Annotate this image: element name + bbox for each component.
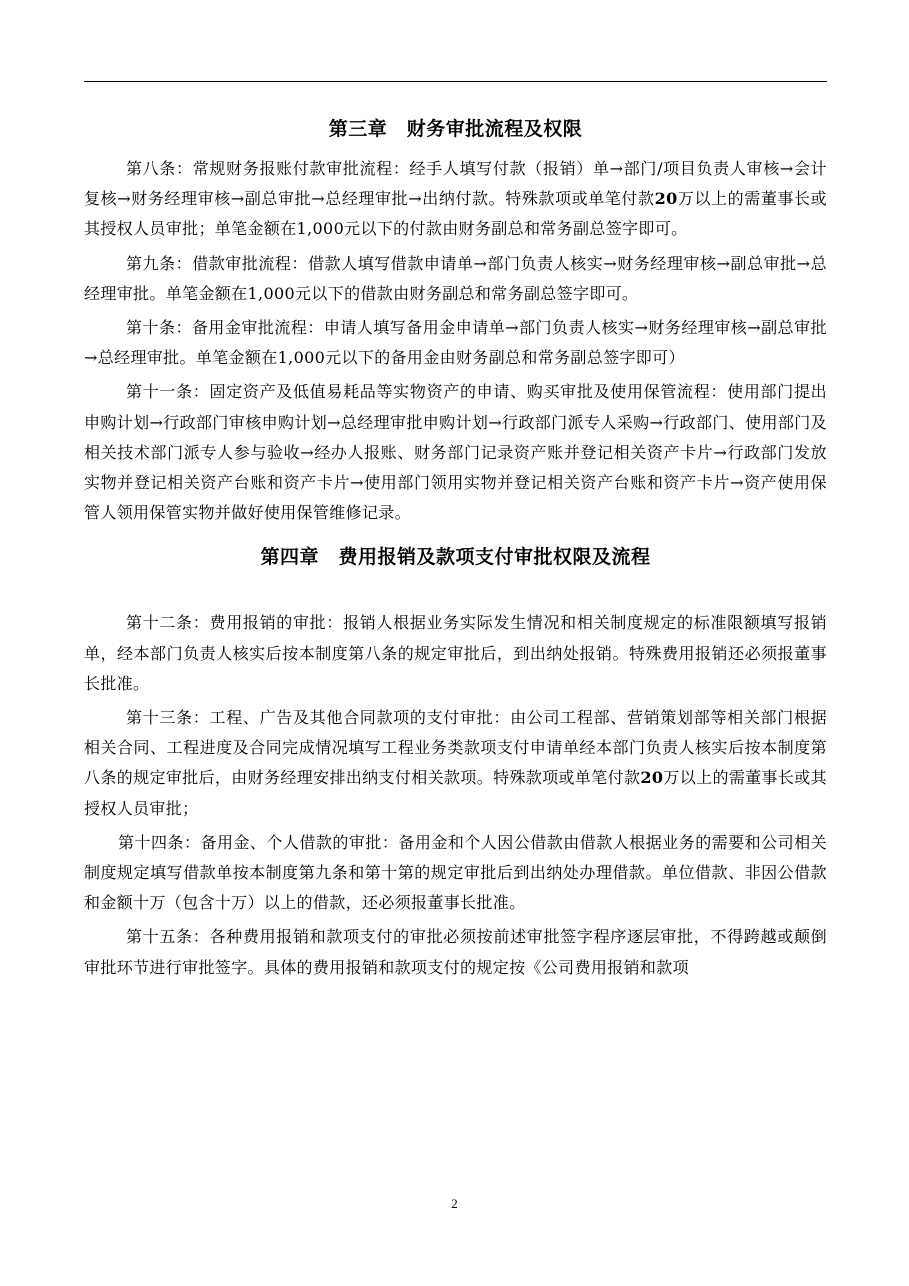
page-content — [84, 104, 827, 987]
article-8: 第八条：常规财务报账付款审批流程：经手人填写付款（报销）单→部门/项目负责人审核→会计复核→财务经理审核→副总审批→总经理审批→出纳付款。特殊款项或单笔付款20万以上的需董事长或其授权人员审批；单笔金额在1,000元以下的付款由财务副总和常务副总签字即可。 — [84, 159, 827, 239]
chapter-4-title: 第四章 费用报销及款项支付审批权限及流程 — [260, 546, 651, 569]
article-13: 第十三条：工程、广告及其他合同款项的支付审批：由公司工程部、营销策划部等相关部门根据相关合同、工程进度及合同完成情况填写工程业务类款项支付申请单经本部门负责人核实后按本制度第八条的规定审批后，由财务经理安排出纳支付相关款项。特殊款项或单笔付款20万以上的需董事长或其授权人员审批； — [84, 708, 827, 818]
article-12: 第十二条：费用报销的审批：报销人根据业务实际发生情况和相关制度规定的标准限额填写报销单，经本部门负责人核实后按本制度第八条的规定审批后，到出纳处报销。特殊费用报销还必须报董事长批准。 — [84, 613, 827, 693]
page-number: 2 — [451, 1196, 458, 1211]
article-9: 第九条：借款审批流程：借款人填写借款申请单→部门负责人核实→财务经理审核→副总审批→总经理审批。单笔金额在1,000元以下的借款由财务副总和常务副总签字即可。 — [84, 253, 827, 303]
article-15: 第十五条：各种费用报销和款项支付的审批必须按前述审批签字程序逐层审批，不得跨越或颠倒审批环节进行审批签字。具体的费用报销和款项支付的规定按《公司费用报销和款项 — [84, 927, 827, 977]
chapter-3-title: 第三章 财务审批流程及权限 — [328, 118, 583, 140]
article-11: 第十一条：固定资产及低值易耗品等实物资产的申请、购买审批及使用保管流程：使用部门提出申购计划→行政部门审核申购计划→总经理审批申购计划→行政部门派专人采购→行政部门、使用部门及相关技术部门派专人参与验收→经办人报账、财务部门记录资产账并登记相关资产卡片→行政部门发放实物并登记相关资产台账和资产卡片→使用部门领用实物并登记相关资产台账和资产卡片→资产使用保管人领用保管实物并做好使用保管维修记录。 — [84, 382, 827, 523]
article-10: 第十条：备用金审批流程：申请人填写备用金申请单→部门负责人核实→财务经理审核→副总审批→总经理审批。单笔金额在1,000元以下的备用金由财务副总和常务副总签字即可） — [84, 318, 827, 368]
article-14: 第十四条：备用金、个人借款的审批：备用金和个人因公借款由借款人根据业务的需要和公司相关制度规定填写借款单按本制度第九条和第十第的规定审批后到出纳处办理借款。单位借款、非因公借款和金额十万（包含十万）以上的借款，还必须报董事长批准。 — [84, 832, 827, 913]
header-rule — [84, 81, 827, 82]
